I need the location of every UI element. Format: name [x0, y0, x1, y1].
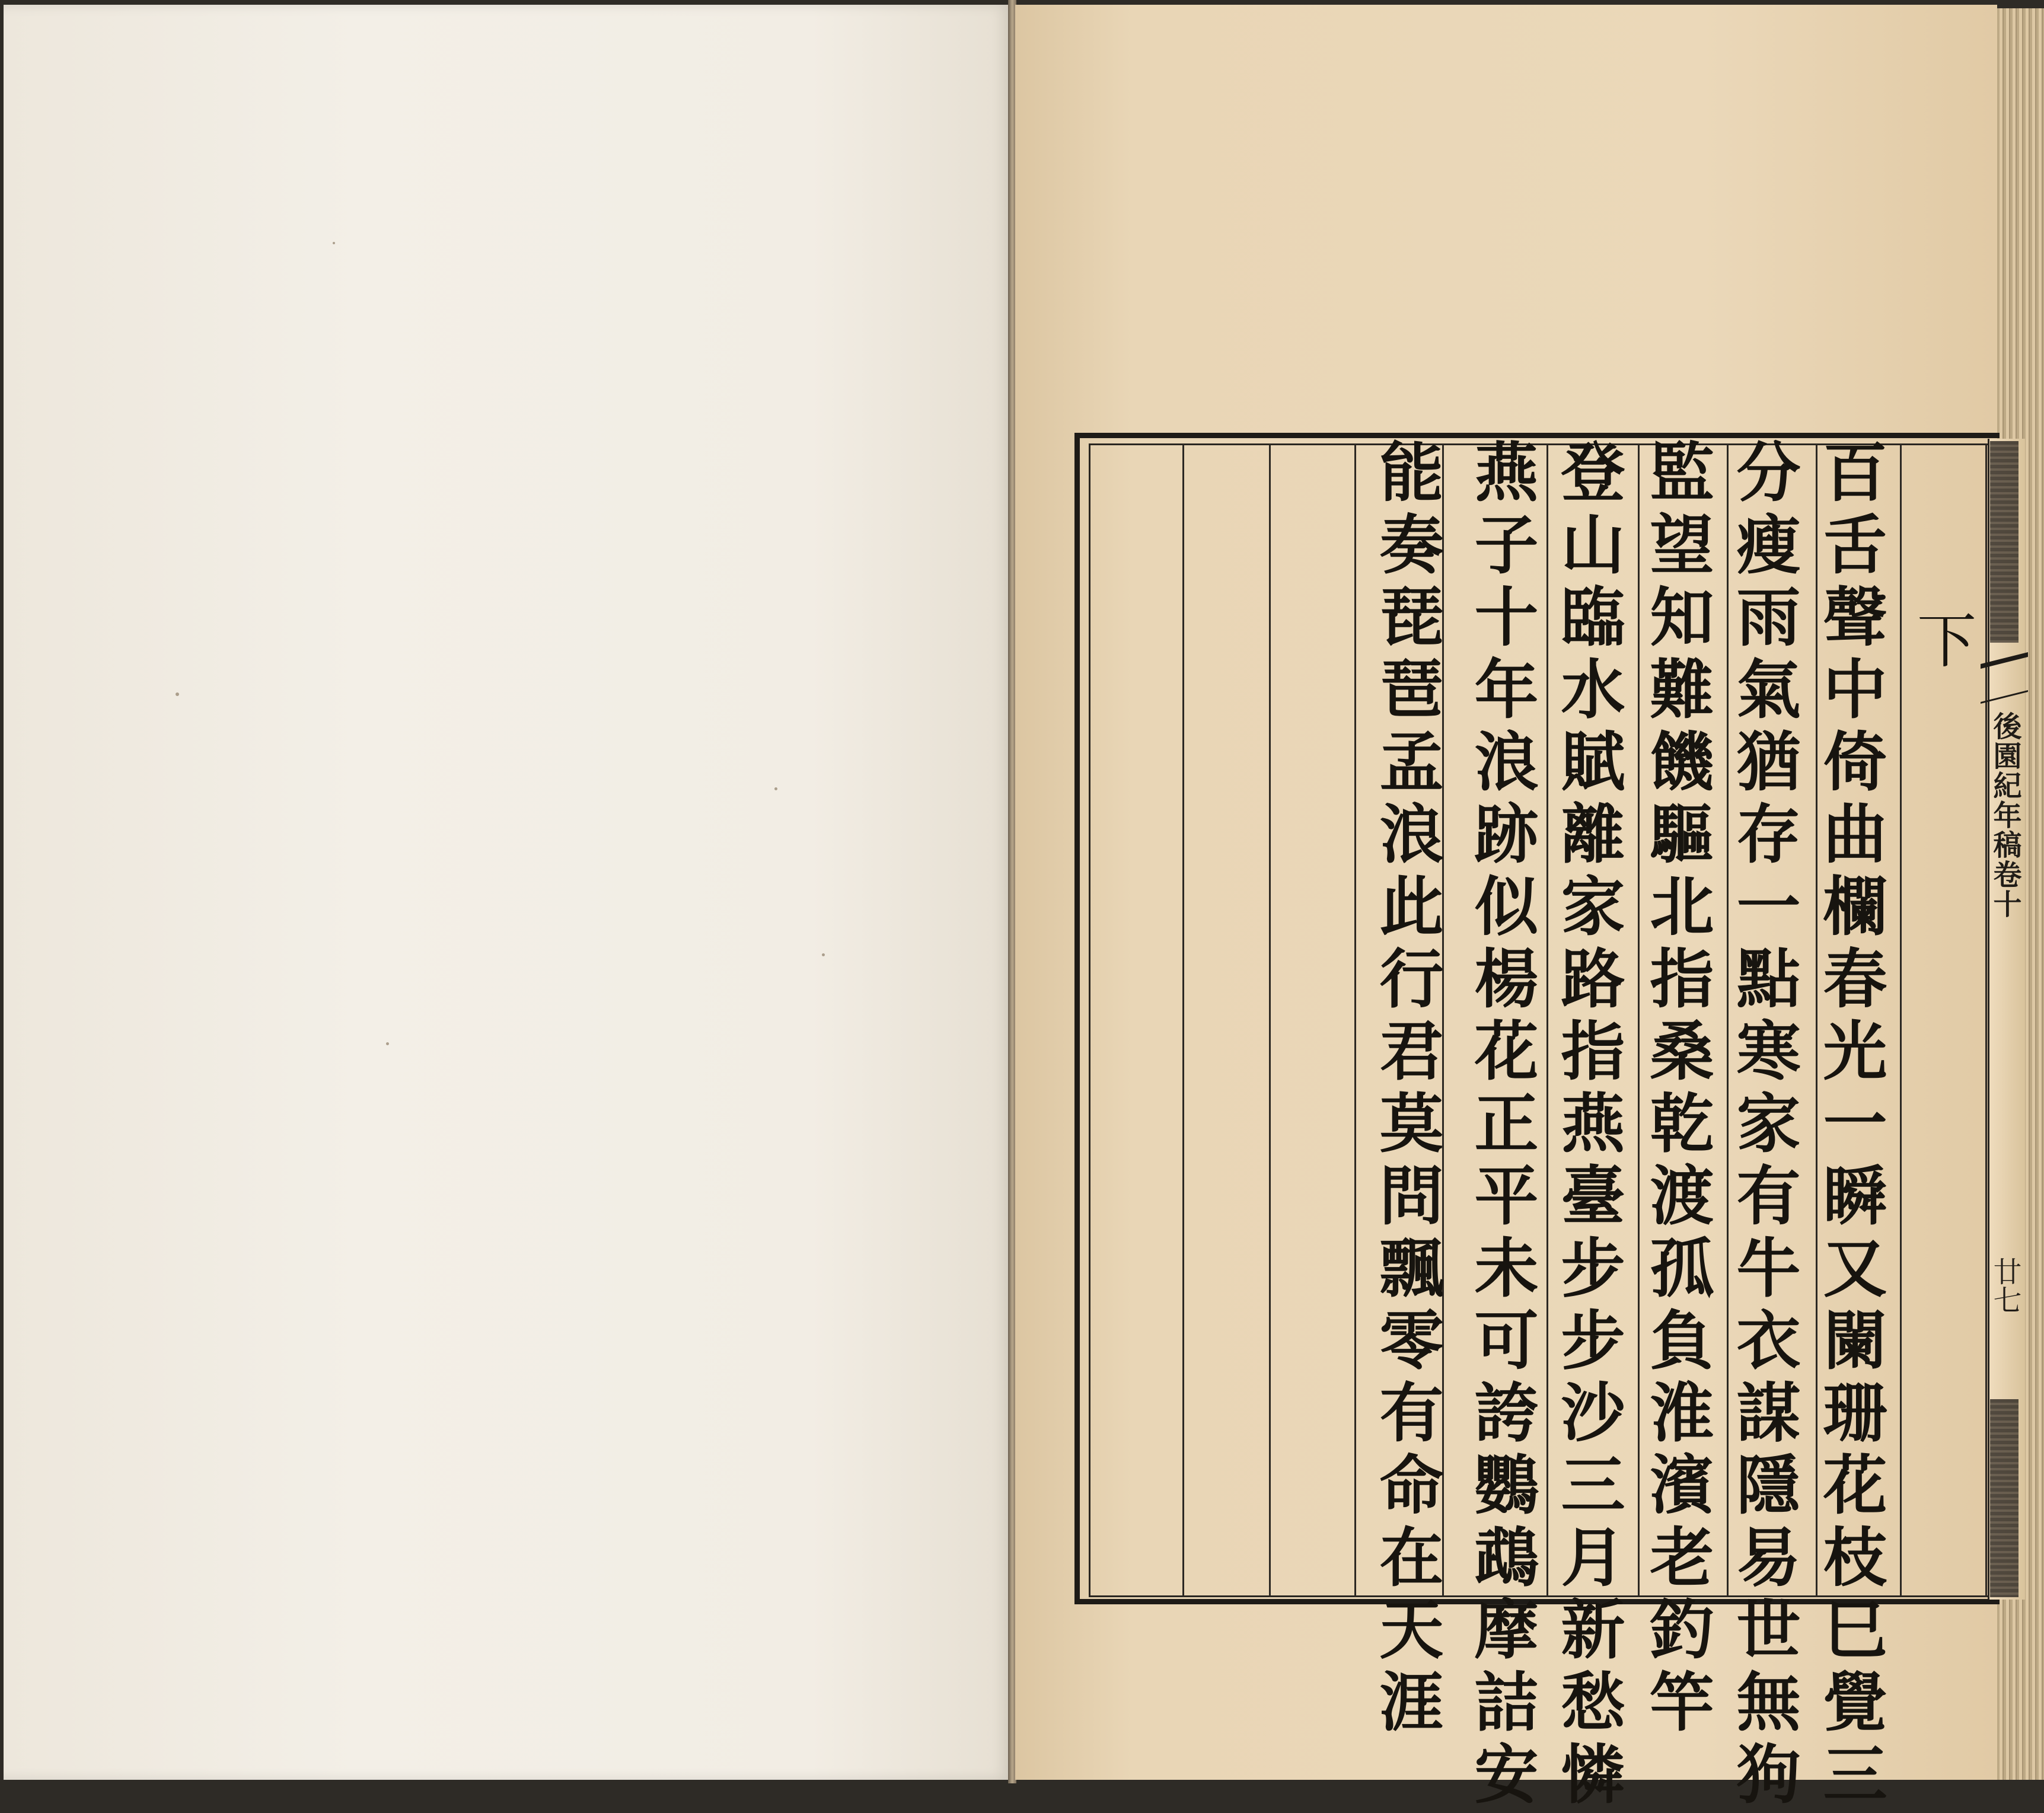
column-rule	[1182, 443, 1184, 1597]
column-rule	[1354, 443, 1356, 1597]
text-column-6: 能奏琵琶孟浪此行君莫問飄零有命在天涯	[1369, 439, 1443, 1741]
paper-speck	[386, 1042, 389, 1045]
text-column-4: 登山臨水賦離家路指燕臺步步沙三月新愁憐	[1550, 439, 1625, 1813]
paper-speck	[333, 242, 335, 244]
text-column-1: 百舌聲中倚曲欄春光一瞬又闌珊花枝巳覺三	[1812, 439, 1887, 1813]
column-rule	[1269, 443, 1271, 1597]
black-mouth-top	[1990, 441, 2019, 643]
text-column-5: 燕子十年浪跡似楊花正平未可誇鸚鵡摩詰安	[1463, 439, 1538, 1813]
page-number: 廿七	[1988, 1257, 2021, 1314]
banxin-title: 後園紀年稿卷十	[1988, 711, 2021, 919]
text-column-3: 監望知難饑驅北指桑乾渡孤負淮濱老釣竿	[1639, 439, 1714, 1741]
blank-left-page	[4, 5, 1012, 1780]
column-rule	[1985, 443, 1987, 1597]
text-column-2: 分瘦雨氣猶存一點寒家有牛衣謀隱易世無狗	[1726, 439, 1800, 1813]
paper-speck	[176, 692, 179, 696]
black-mouth-bottom	[1990, 1399, 2019, 1597]
paper-speck	[774, 787, 777, 790]
paper-speck	[822, 953, 825, 956]
section-marker: 下	[1907, 609, 1976, 669]
